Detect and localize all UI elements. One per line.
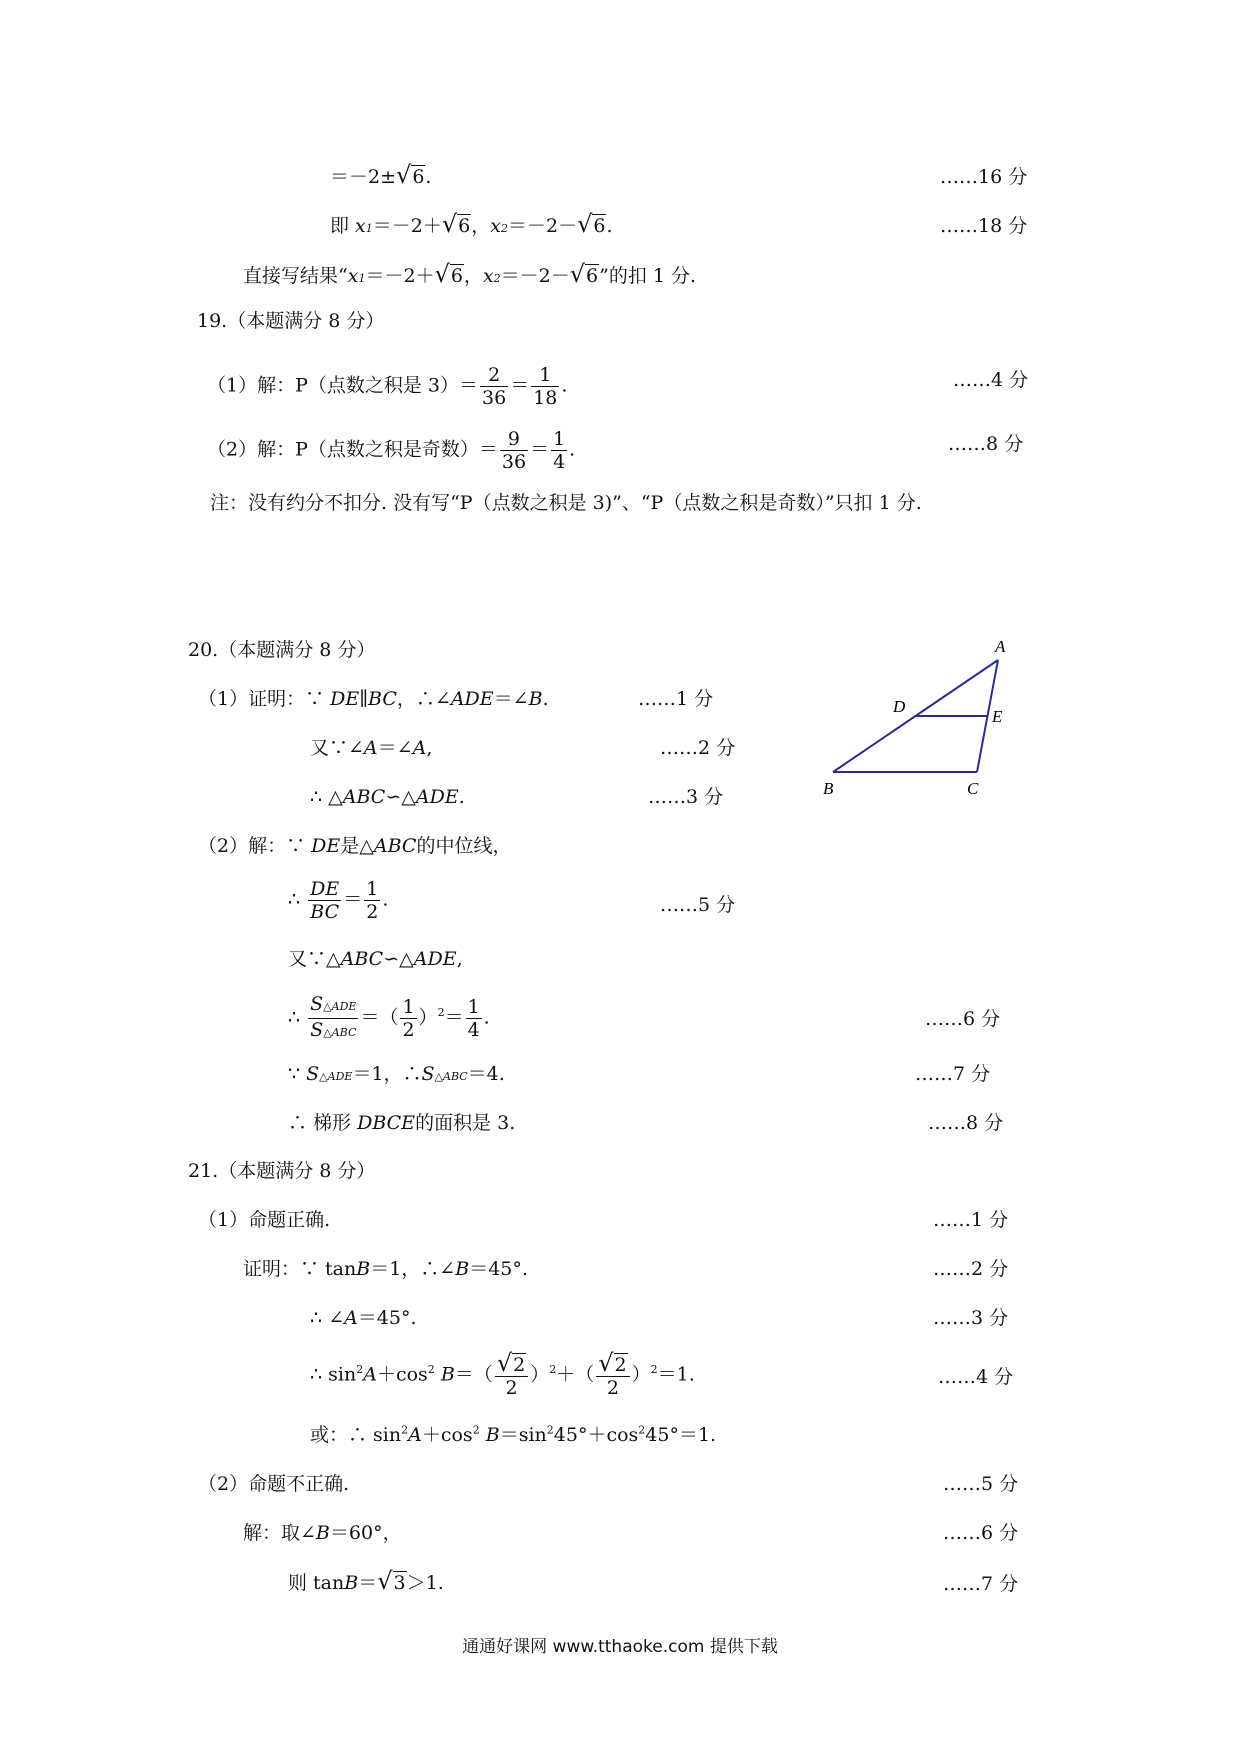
text: 的中位线， [416,835,512,857]
denominator: 36 [501,451,527,473]
q20-line6 [288,946,463,972]
fraction [364,878,380,923]
superscript: 2 [356,1363,364,1377]
numerator: DE [310,878,340,900]
q20-line5 [288,878,388,923]
denominator: 4 [467,1019,480,1041]
q20-line3 [310,784,465,810]
q19-part2 [207,428,575,473]
text: ＝ [343,888,363,911]
score-20-9: ……8 分 [928,1112,1004,1134]
var: A [412,737,427,759]
text: ＝∠ [377,737,413,759]
superscript: 2 [638,1423,646,1437]
text: ＝ [358,1572,378,1594]
text: ＝－2＋ [372,215,442,237]
q20-line1 [198,686,549,712]
label-a: A [995,637,1006,656]
score-21-6: ……5 分 [943,1473,1019,1495]
superscript: 2 [549,1363,557,1377]
score-20-5: ……5 分 [660,894,736,916]
var-x: x [490,215,501,237]
q19-note: 注：没有约分不扣分. 没有写“P（点数之积是 3)”、“P（点数之积是奇数）”只扣 1 分. [210,492,922,514]
text: ＝45°. [469,1258,528,1280]
score-20-1: ……1 分 [638,688,714,710]
text: ＝（ [360,1006,399,1029]
var: BC [368,688,397,710]
text: （1）解：P（点数之积是 3）＝ [207,374,479,397]
sqrt: √6 [434,260,463,288]
label-b: B [823,779,834,798]
subscript: 2 [493,272,501,285]
text: 45°＋cos [553,1424,639,1446]
score-19-1: ……4 分 [953,369,1029,391]
text: ＝4. [467,1063,505,1085]
text: ＝－2＋ [365,265,435,287]
text: ∽ [385,786,402,808]
numerator [495,1349,528,1377]
q20-line7 [288,993,490,1044]
var: A [344,1307,358,1329]
text: ＝ [530,438,550,461]
numerator: 1 [366,878,379,900]
text: ＝ [444,1006,464,1029]
text: 则 tan [288,1572,345,1594]
text: ∴ [288,888,307,911]
denominator: 2 [366,901,379,923]
fraction [551,428,567,473]
var-x: x [347,265,359,287]
text: ”的扣 1 分. [599,265,697,287]
text: ∴ [288,1006,307,1029]
text: ＝sin [499,1424,547,1446]
text: ∵ [288,1063,307,1085]
var: B [528,688,543,710]
sqrt: √6 [577,210,606,238]
text: ） [530,1363,550,1386]
sqrt: √6 [396,161,425,189]
superscript: 2 [437,1006,445,1020]
text: ＝1，∴∠ [370,1258,456,1280]
fraction [596,1349,629,1399]
q21-line4 [310,1349,695,1399]
fraction [531,364,559,409]
numerator: 1 [553,428,566,450]
text: 直接写结果“ [243,265,348,287]
numerator: 1 [531,364,559,387]
text: ∴ ∠ [310,1307,345,1329]
score-21-3: ……3 分 [933,1307,1009,1329]
text: ∴ sin [310,1363,357,1386]
radicand: 6 [586,265,599,287]
denominator: 4 [553,451,566,473]
q20-heading: 20.（本题满分 8 分） [188,639,376,661]
score-20-3: ……3 分 [648,786,724,808]
text: ） [418,1006,438,1029]
text: , [456,948,463,970]
radicand: 2 [614,1354,627,1376]
text: △ [399,948,414,970]
text: ＋cos [421,1424,473,1446]
fraction [308,878,341,923]
score-20-2: ……2 分 [660,737,736,759]
radicand: 6 [412,166,425,188]
var: ADE [413,948,457,970]
triangle-lines [833,660,998,772]
text: 即 [330,215,356,237]
sqrt: √6 [569,260,599,288]
var: DE [330,688,360,710]
q21-line5 [310,1422,716,1448]
line-3 [243,261,696,292]
radicand: 6 [458,215,471,237]
var: ABC [342,786,386,808]
text: ＝－2－ [507,215,578,237]
score-18: ……18 分 [940,215,1028,237]
subscript: 1 [358,272,366,285]
label-c: C [967,779,979,798]
q21-line2 [243,1256,528,1282]
line-1 [330,162,431,190]
label-e: E [992,707,1003,726]
var: DE [311,835,341,857]
text: ＝ [510,374,530,397]
text: 或：∴ sin [310,1424,402,1446]
numerator [308,993,358,1019]
text: . [561,374,568,397]
label-d: D [893,697,906,716]
var: B [434,1363,455,1386]
text: ＝45°. [357,1307,417,1329]
text: ＝1，∴ [352,1063,422,1085]
sqrt: √3 [377,1567,406,1595]
text: 是△ [340,835,374,857]
text: . [382,888,389,911]
score-16: ……16 分 [940,166,1028,188]
numerator: 9 [500,428,528,451]
score-21-2: ……2 分 [933,1258,1009,1280]
q21-line8 [288,1568,444,1596]
subscript: △ABC [434,1070,468,1083]
superscript: 2 [472,1423,480,1437]
denominator: 2 [505,1377,518,1399]
q19-part1 [207,364,567,409]
score-21-4: ……4 分 [938,1366,1014,1388]
q21-line6: （2）命题不正确. [198,1473,350,1495]
q21-line7 [243,1520,402,1546]
radicand: 6 [593,215,606,237]
score-19-2: ……8 分 [948,433,1024,455]
q20-line9 [288,1110,515,1136]
denominator [308,1019,358,1044]
score-20-8: ……7 分 [915,1063,991,1085]
text: . [542,688,549,710]
text: 证明：∵ tan [243,1258,357,1280]
var: DBCE [357,1112,416,1134]
text: ＋（ [556,1363,595,1386]
fraction [400,996,416,1041]
var: ABC [340,948,384,970]
var: A [408,1424,422,1446]
q20-line4 [198,833,511,859]
score-21-8: ……7 分 [943,1573,1019,1595]
denominator: 18 [533,387,558,409]
sqrt: √2 [598,1349,627,1377]
fraction [500,428,528,473]
radicand: 3 [393,1572,406,1594]
text: . [425,166,432,188]
text: ∴ △ [310,786,343,808]
text: ∽ [383,948,400,970]
denominator: BC [310,901,340,923]
footer: 通通好课网 www.tthaoke.com 提供下载 [462,1637,778,1657]
line-2 [330,211,613,242]
denominator: 2 [402,1019,415,1041]
var: S [421,1063,435,1085]
var: ADE [450,688,494,710]
score-20-7: ……6 分 [925,1008,1001,1030]
text: ＝1. [657,1363,695,1386]
fraction [308,993,358,1044]
text: 又∵∠ [310,737,364,759]
var: B [455,1258,470,1280]
subscript: △ADE [323,1000,357,1013]
superscript: 2 [650,1363,658,1377]
radicand: 6 [450,265,463,287]
score-21-7: ……6 分 [943,1522,1019,1544]
subscript: 1 [365,222,373,235]
text: ＝∠ [493,688,529,710]
q20-line8 [288,1061,505,1090]
var: S [310,993,324,1015]
var: ABC [373,835,417,857]
subscript: △ABC [323,1026,357,1039]
text: ＝（ [454,1363,493,1386]
score-21-1: ……1 分 [933,1209,1009,1231]
radicand: 2 [513,1354,526,1376]
var: B [344,1572,359,1594]
q19-heading: 19.（本题满分 8 分） [197,310,385,332]
var: B [356,1258,371,1280]
var-x: x [482,265,494,287]
text: ∥ [359,688,369,710]
text: △ [401,786,416,808]
text: （1）证明：∵ [198,688,331,710]
sqrt: √2 [496,1349,526,1377]
var: B [315,1522,330,1544]
q20-line2 [310,735,432,761]
text: ） [631,1363,651,1386]
text: ∴ 梯形 [288,1112,358,1134]
fraction [466,996,482,1041]
superscript: 2 [427,1363,435,1377]
text: ， [471,215,491,237]
subscript: 2 [500,222,508,235]
text: 解：取∠ [243,1522,316,1544]
text: ＋cos [376,1363,428,1386]
text: . [458,786,465,808]
text: ＞1. [406,1572,444,1594]
text: ＝－2－ [500,265,570,287]
text: . [606,215,613,237]
superscript: 2 [546,1423,554,1437]
numerator: 1 [402,996,415,1018]
numerator: 2 [480,364,508,387]
var: B [479,1424,500,1446]
text: 又∵△ [288,948,341,970]
text: 的面积是 3. [415,1112,516,1134]
text: ， [463,265,483,287]
numerator [596,1349,629,1377]
var: A [363,1363,377,1386]
denominator: 36 [482,387,507,409]
var: ADE [415,786,459,808]
text: ＝－2± [330,166,397,188]
var: A [363,737,378,759]
q21-line3 [310,1305,417,1331]
q21-line1: （1）命题正确. [198,1209,331,1231]
text: . [483,1006,490,1029]
fraction [495,1349,528,1399]
fraction [480,364,508,409]
text: （2）解：∵ [198,835,312,857]
var: S [306,1063,320,1085]
text: （2）解：P（点数之积是奇数）＝ [207,438,498,461]
numerator: 1 [467,996,480,1018]
subscript: △ADE [319,1070,353,1083]
text: . [569,438,576,461]
q21-heading: 21.（本题满分 8 分） [188,1160,376,1182]
text: ，∴∠ [396,688,451,710]
text: , [426,737,433,759]
var: S [310,1019,324,1041]
text: 45°＝1. [645,1424,717,1446]
sqrt: √6 [441,210,471,238]
triangle-figure [815,630,1025,800]
superscript: 2 [401,1423,409,1437]
text: ＝60°， [329,1522,402,1544]
denominator: 2 [606,1377,619,1399]
var-x: x [355,215,366,237]
